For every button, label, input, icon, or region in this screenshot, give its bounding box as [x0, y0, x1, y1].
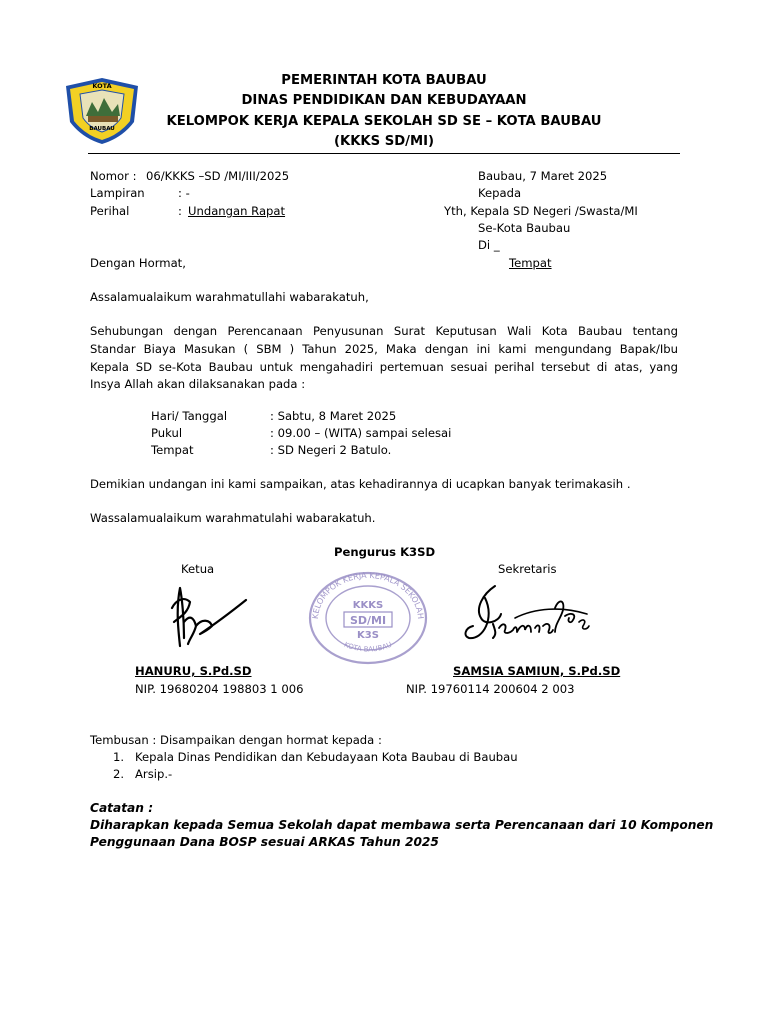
- lampiran-label: Lampiran: [90, 186, 145, 200]
- left-signature: [150, 578, 250, 653]
- stamp-line1: KKKS: [352, 600, 384, 611]
- left-signer-nip: NIP. 19680204 198803 1 006: [135, 682, 304, 696]
- stamp-ring-text: KELOMPOK KERJA KEPALA SEKOLAH: [310, 570, 426, 620]
- greeting: Dengan Hormat,: [90, 256, 186, 270]
- di-line: Di _: [478, 238, 500, 252]
- perihal-value: Undangan Rapat: [188, 204, 286, 218]
- paragraph-line: Standar Biaya Masukan ( SBM ) Tahun 2025, Maka dengan ini kami mengundang Bapak/Ibu: [90, 342, 678, 356]
- detail-value-day: : Sabtu, 8 Maret 2025: [270, 409, 397, 423]
- letterhead-line1: PEMERINTAH KOTA BAUBAU: [281, 73, 487, 88]
- left-role: Ketua: [181, 562, 215, 576]
- salam: Assalamualaikum warahmatullahi wabarakatuh,: [90, 290, 369, 304]
- place-date: Baubau, 7 Maret 2025: [478, 169, 608, 183]
- nomor-value: 06/KKKS –SD /MI/III/2025: [146, 169, 290, 183]
- closing-text: Demikian undangan ini kami sampaikan, atas kehadirannya di ucapkan banyak terimakasih .: [90, 477, 631, 491]
- nomor-label: Nomor :: [90, 169, 137, 183]
- tembusan-num: 2.: [113, 767, 125, 781]
- letterhead-divider: [88, 153, 680, 154]
- tempat-line: Tempat: [509, 256, 552, 270]
- detail-value-time: : 09.00 – (WITA) sampai selesai: [270, 426, 452, 440]
- right-signature: [455, 578, 605, 658]
- detail-value-place: : SD Negeri 2 Batulo.: [270, 443, 392, 457]
- tembusan-num: 1.: [113, 750, 125, 764]
- right-signer-nip: NIP. 19760114 200604 2 003: [406, 682, 575, 696]
- right-signer-name: SAMSIA SAMIUN, S.Pd.SD: [453, 664, 621, 678]
- yth-line: Yth, Kepala SD Negeri /Swasta/MI: [444, 204, 638, 218]
- lampiran-value: : -: [178, 186, 190, 200]
- wassalam: Wassalamualaikum warahmatulahi wabarakatuh.: [90, 511, 376, 525]
- logo-text-bottom: BAUBAU: [89, 126, 115, 132]
- left-signer-name: HANURU, S.Pd.SD: [135, 664, 252, 678]
- paragraph-line: Sehubungan dengan Perencanaan Penyusunan Surat Keputusan Wali Kota Baubau tentang: [90, 324, 678, 338]
- svg-text:KOTA BAUBAU: [343, 641, 393, 654]
- catatan-label: Catatan :: [90, 801, 154, 815]
- perihal-colon: :: [178, 204, 182, 218]
- paragraph-line: Kepala SD se-Kota Baubau untuk mengahadiri pertemuan sesuai perihal tersebut di atas, yang: [90, 360, 678, 374]
- se-kota-line: Se-Kota Baubau: [478, 221, 571, 235]
- detail-label-day: Hari/ Tanggal: [151, 409, 228, 423]
- stamp-line3: K3S: [357, 630, 379, 641]
- logo-text-top: KOTA: [92, 82, 112, 90]
- letterhead-line2: DINAS PENDIDIKAN DAN KEBUDAYAAN: [241, 93, 527, 108]
- committee-title: Pengurus K3SD: [334, 545, 436, 559]
- paragraph-line: Insya Allah akan dilaksanakan pada :: [90, 377, 306, 391]
- tembusan-item: Arsip.-: [135, 767, 173, 781]
- perihal-label: Perihal: [90, 204, 130, 218]
- catatan-line1: Diharapkan kepada Semua Sekolah dapat membawa serta Perencanaan dari 10 Komponen: [90, 818, 714, 832]
- detail-label-time: Pukul: [151, 426, 183, 440]
- letterhead-line3: KELOMPOK KERJA KEPALA SEKOLAH SD SE – KOTA BAUBAU: [166, 114, 602, 129]
- official-stamp: [306, 568, 430, 666]
- tembusan-item: Kepala Dinas Pendidikan dan Kebudayaan Kota Baubau di Baubau: [135, 750, 518, 764]
- detail-label-place: Tempat: [151, 443, 194, 457]
- stamp-line2: SD/MI: [349, 614, 387, 627]
- kepada: Kepada: [478, 186, 522, 200]
- tembusan-intro: Tembusan : Disampaikan dengan hormat kepada :: [90, 733, 382, 747]
- stamp-bottom-text: KOTA BAUBAU: [342, 640, 394, 654]
- catatan-line2: Penggunaan Dana BOSP sesuai ARKAS Tahun 2025: [90, 835, 439, 849]
- letterhead-line4: (KKKS SD/MI): [333, 134, 435, 149]
- right-role: Sekretaris: [498, 562, 557, 576]
